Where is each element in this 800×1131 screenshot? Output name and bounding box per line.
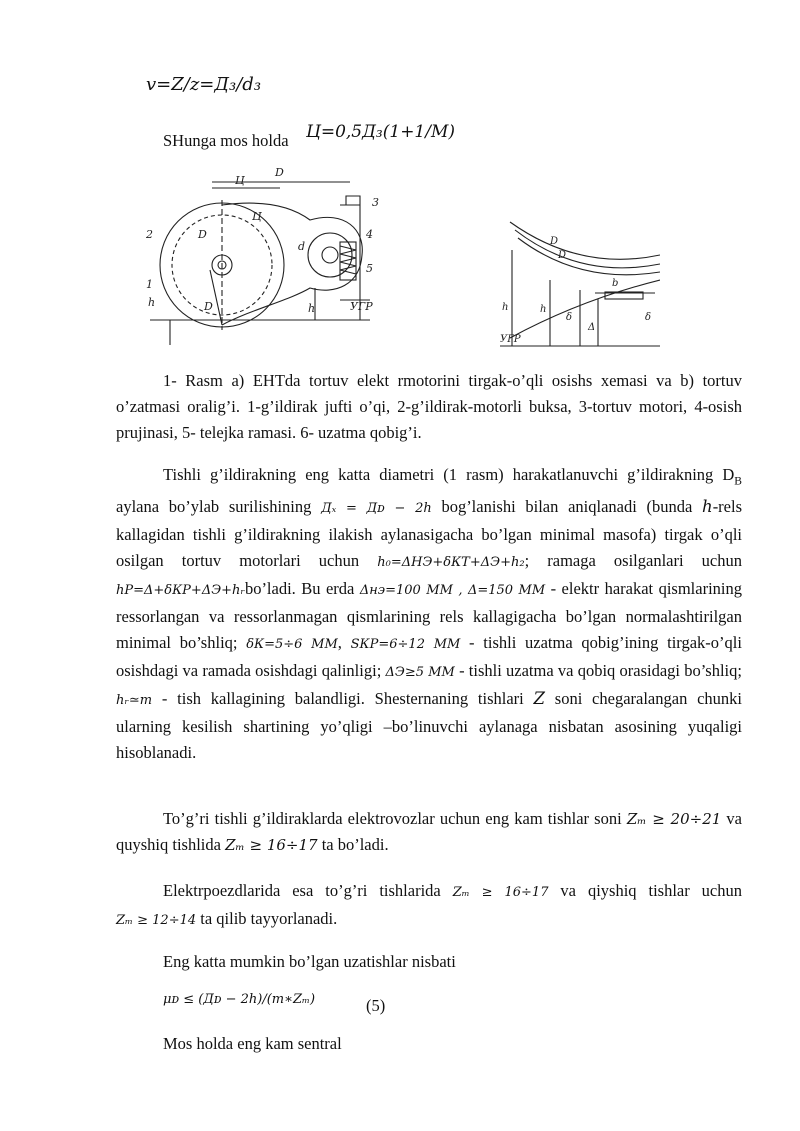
paragraph-last-line: Mos holda eng kam sentral — [163, 1034, 342, 1053]
formula-delta-e: ΔЭ≥5 MM — [385, 665, 455, 681]
formula-ratio: v=Z/z=Д₃/d₃ — [146, 74, 262, 95]
figure-b-labels — [500, 236, 651, 345]
formula-zm-4: Zₘ ≥ 12÷14 — [116, 913, 197, 928]
svg-text:Ц: Ц — [235, 174, 245, 187]
formula-zm-3: Zₘ ≥ 16÷17 — [452, 885, 549, 900]
paragraph-gear-diameter: Tishli g’ildirakning eng katta diametri (1 rasm) harakatlanuvchi g’ildirakning $D_B$ aylana bo’ylab surilishining Дₓ = Дᴅ − 2h bog’lanishi bilan aniqlanadi (bunda h-rels kallagidan tishli g’ildirakning ilakish aylanasigacha bo’lgan minimal masofa) tirgak o’qli osilgan tortuv motorlari uchun h₀=ΔНЭ+δКТ+ΔЭ+h₂; ramaga osilganlari uchun hР=Δ+δКР+ΔЭ+hᵣbo’ladi. Bu erda Δнэ=100 MM , Δ=150 MM - elektr harakat qismlarining ressorlangan va ressorlanmagan qismlarining rels kallagigacha bo’lgan normalashtirilgan minimal bo’shliq; δК=5÷6 MM, SКР=6÷12 MM - tishli uzatma qobig’ining tirgak-o’qli osishdagi va ramada osishdagi qalinligi; ΔЭ≥5 MM - tishli uzatma va qobiq orasidagi bo’shliq; hᵣ≃m - tish kallagining balandligi. Shesternaning tishlari Z soni chegaralangan chunki ularning kesilish shartining yo’qligi –bo’linuvchi aylanaga nisbatan asosining yuqaligi hisoblanadi. — [116, 465, 743, 763]
svg-text:D: D — [558, 250, 567, 261]
formula-center-distance: Ц=0,5Д₃(1+1/M) — [306, 122, 456, 142]
svg-text:5: 5 — [366, 262, 373, 275]
formula-zm-1: Zₘ ≥ 20÷21 — [626, 810, 722, 828]
svg-text:h: h — [308, 302, 316, 315]
formula-delta: Δнэ=100 MM , Δ=150 MM — [359, 583, 546, 599]
svg-text:Δ: Δ — [588, 322, 596, 333]
svg-text:УГР: УГР — [500, 334, 521, 345]
formula-dx: Дₓ = Дᴅ − 2h — [321, 501, 432, 517]
svg-text:1: 1 — [146, 278, 153, 291]
figure-a-drawing — [150, 182, 370, 345]
formula-s-kp: SКР=6÷12 MM — [350, 637, 461, 653]
formula-h0: h₀=ΔНЭ+δКТ+ΔЭ+h₂ — [377, 555, 525, 571]
svg-text:Ц: Ц — [252, 210, 262, 223]
svg-text:УГР: УГР — [350, 300, 373, 313]
svg-text:h: h — [502, 302, 509, 313]
formula-delta-k: δК=5÷6 MM — [246, 637, 338, 653]
paragraph-max-ratio: Eng katta mumkin bo’lgan uzatishlar nisbati — [163, 952, 456, 971]
svg-text:D: D — [275, 166, 284, 179]
figure-caption: 1- Rasm a) EHTda tortuv elekt rmotorini tirgak-o’qli osishs xemasi va b) tortuv o’zatmasi oralig’i. 1-g’ildirak jufti o’qi, 2-g’ildirak-motorli buksa, 3-tortuv motori, 4-osish prujinasi, 5- telejka ramasi. 6- uzatma qobig’i. — [116, 371, 742, 442]
svg-text:2: 2 — [146, 228, 153, 241]
svg-text:h: h — [148, 296, 156, 309]
svg-text:D: D — [204, 300, 213, 313]
formula-5: μᴅ ≤ (Дᴅ − 2h)/(m∗Zₘ) — [163, 992, 316, 1007]
figure-1 — [140, 160, 660, 360]
figure-b-drawing — [500, 222, 660, 346]
formula-hp: hР=Δ+δКР+ΔЭ+hᵣ — [116, 583, 245, 599]
formula-zm-2: Zₘ ≥ 16÷17 — [225, 836, 318, 854]
shunga-text: SHunga mos holda — [163, 131, 289, 150]
svg-text:δ: δ — [566, 312, 573, 323]
equation-number: (5) — [366, 996, 386, 1015]
svg-text:d: d — [298, 240, 306, 253]
paragraph-electric-trains: Elektrpoezdlarida esa to’g’ri tishlarida Zₘ ≥ 16÷17 va qiyshiq tishlar uchun Zₘ ≥ 12÷14 ta qilib tayyorlanadi. — [116, 881, 743, 928]
paragraph-min-teeth: To’g’ri tishli g’ildiraklarda elektrovozlar uchun eng kam tishlar soni Zₘ ≥ 20÷21 va quyshiq tishlida Zₘ ≥ 16÷17 ta bo’ladi. — [116, 809, 743, 854]
svg-text:D: D — [198, 228, 207, 241]
svg-text:h: h — [540, 304, 547, 315]
svg-text:D: D — [550, 236, 559, 247]
svg-text:3: 3 — [372, 196, 379, 209]
svg-text:4: 4 — [366, 228, 373, 241]
formula-hr: hᵣ≃m — [116, 693, 153, 709]
svg-text:b: b — [612, 278, 619, 289]
svg-text:δ: δ — [645, 312, 652, 323]
